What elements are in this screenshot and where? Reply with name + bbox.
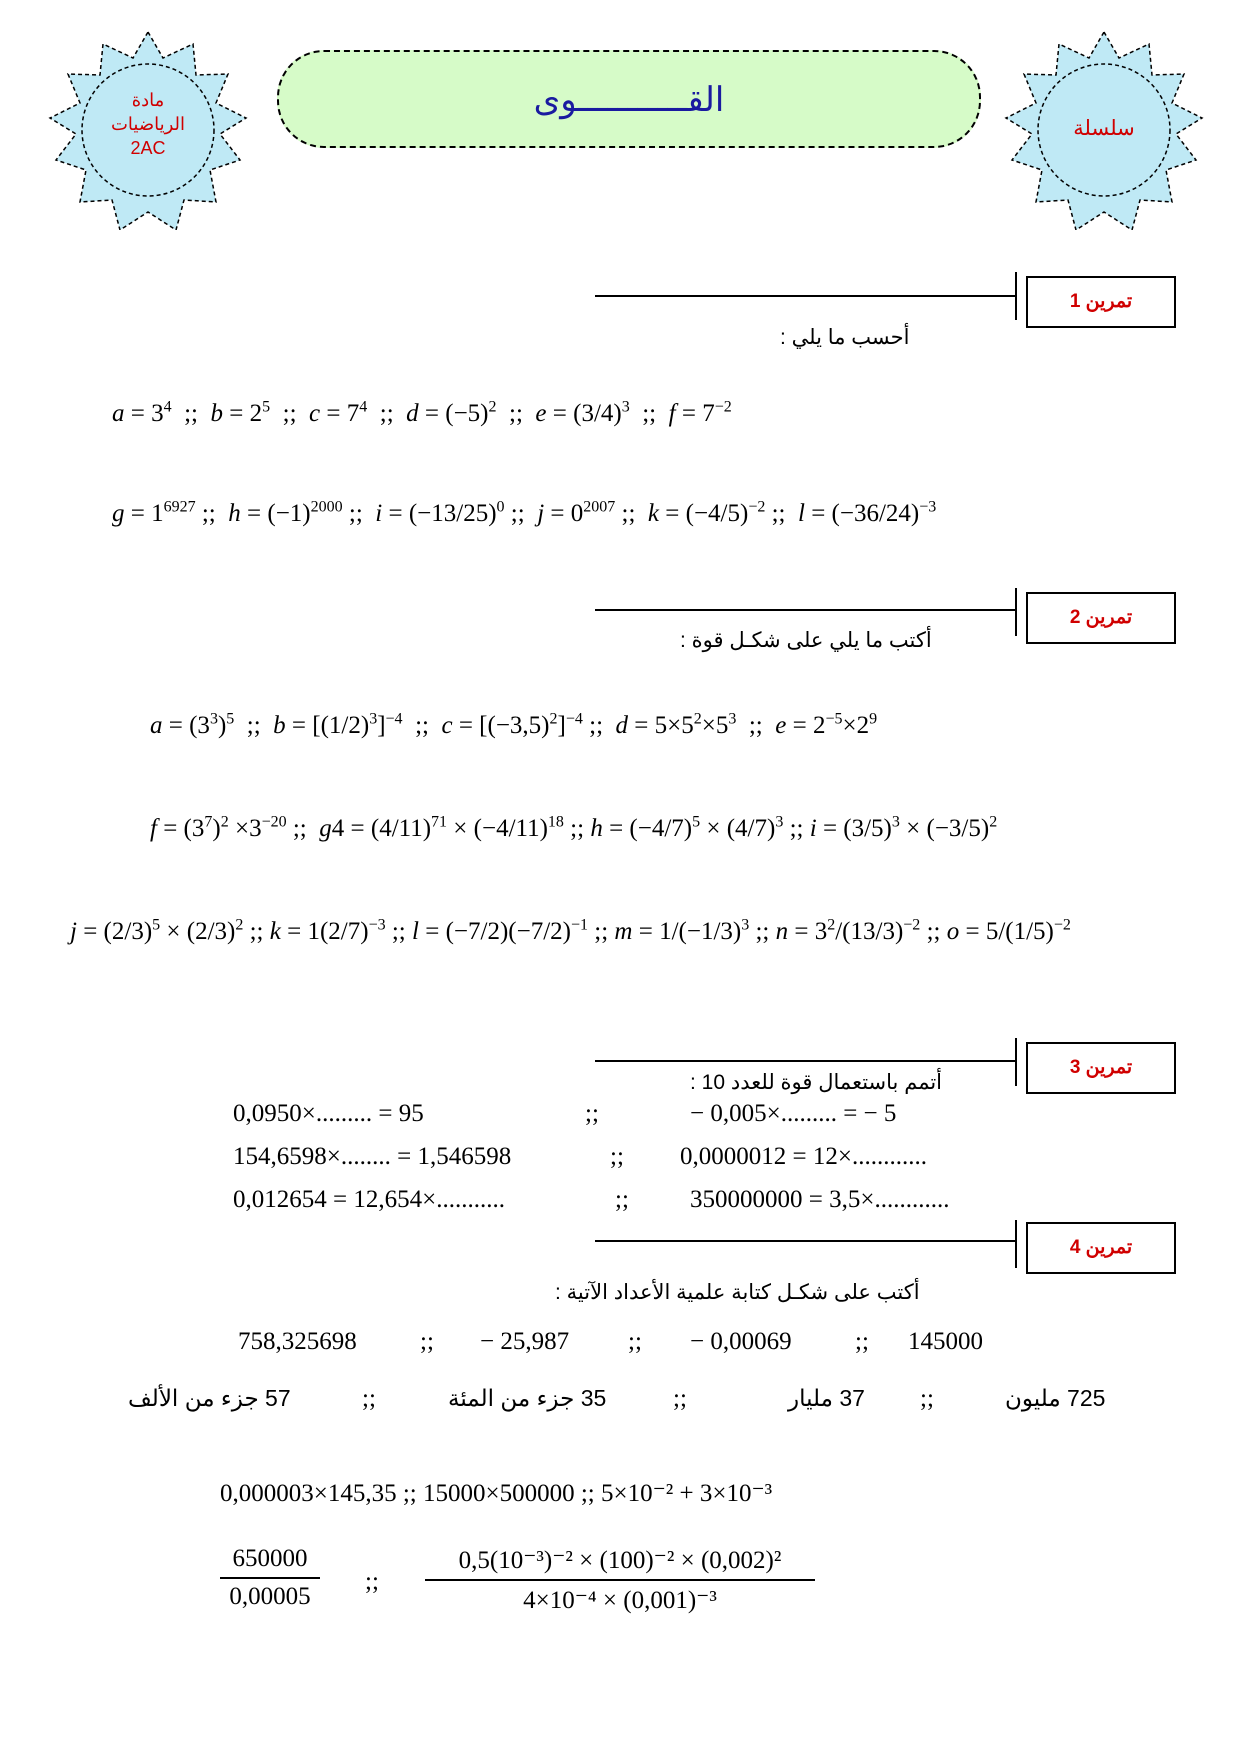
fraction-2-numerator: 0,5(10⁻³)⁻² × (100)⁻² × (0,002)²: [458, 1547, 782, 1574]
exercise-2-line-1: $a = (3^3)^5$ ;; $b = [(1/2)^3]^{-4}$ ;; $c = [(-3,5)^2]^{-4}$ ;; $d = 5\times 5^2\times 5^3$ ;; $e = 2^{-5}\times 2^9$: [150, 710, 878, 739]
exercise-4-sep-3: ;;: [855, 1328, 869, 1355]
exercise-1-label: تمرين 1: [1026, 276, 1176, 328]
exercise-3-row-1-left: 0,0950×......... = 95: [233, 1100, 424, 1127]
exercise-4-word-sep-1: ;;: [920, 1385, 934, 1412]
exercise-3-row-2-right: 0,0000012 = 12×............: [680, 1143, 927, 1170]
exercise-1-tick: [1015, 272, 1017, 320]
exercise-3-tick: [1015, 1038, 1017, 1086]
exercise-3-row-1-sep: ;;: [585, 1100, 599, 1127]
fraction-1-denominator: 0,00005: [229, 1583, 311, 1610]
exercise-3-label: تمرين 3: [1026, 1042, 1176, 1094]
exercise-4-label: تمرين 4: [1026, 1222, 1176, 1274]
exercise-4-sep-2: ;;: [628, 1328, 642, 1355]
exercise-4-fraction-1: [220, 1545, 320, 1611]
exercise-4-fraction-2: [425, 1545, 815, 1615]
page-title: القـــــــــــوى: [533, 81, 725, 119]
exercise-2-line-2: $f = (3^7)^2 \times 3^{-20}$ ;; $g4 = (4/11)^{71} \times (-4/11)^{18}$ ;; $h = (-4/7)^5 \times (4/7)^3$ ;; $i = (3/5)^3 \times (-3/5)^2$: [150, 813, 998, 842]
exercise-4-sep-1: ;;: [420, 1328, 434, 1355]
exercise-3-row-2-sep: ;;: [610, 1143, 624, 1170]
exercise-4-tick: [1015, 1220, 1017, 1268]
exercise-4-word-sep-2: ;;: [673, 1385, 687, 1412]
exercise-4-word-sep-3: ;;: [362, 1385, 376, 1412]
exercise-3-rule: [595, 1060, 1015, 1062]
exercise-4-number-1: 758,325698: [238, 1328, 357, 1355]
exercise-4-fraction-sep: ;;: [365, 1568, 379, 1595]
exercise-3-row-3-left: 0,012654 = 12,654×...........: [233, 1186, 505, 1213]
left-badge-text: [88, 88, 208, 160]
exercise-1-line-1: $a = 3^4$ ;; $b = 2^5$ ;; $c = 7^4$ ;; $d = (-5)^2$ ;; $e = (3/4)^3$ ;; $f = 7^{-2}$: [112, 398, 732, 427]
exercise-3-row-3-right: 350000000 = 3,5×............: [690, 1186, 950, 1213]
exercise-4-word-4: 57 جزء من الألف: [128, 1385, 291, 1411]
exercise-2-rule: [595, 609, 1015, 611]
exercise-4-products: 0,000003×145,35 ;; 15000×500000 ;; 5×10⁻² + 3×10⁻³: [220, 1480, 773, 1507]
exercise-2-tick: [1015, 588, 1017, 636]
exercise-4-word-1: 725 مليون: [1005, 1385, 1106, 1411]
fraction-1-numerator: 650000: [232, 1545, 308, 1572]
exercise-3-row-1-right: − 0,005×......... = − 5: [690, 1100, 897, 1127]
badge-level: 2AC: [130, 138, 166, 158]
exercise-1-line-2: $g = 1^{6927}$ ;; $h = (-1)^{2000}$ ;; $i = (-13/25)^0$ ;; $j = 0^{2007}$ ;; $k = (-4/5)^{-2}$ ;; $l = (-36/24)^{-3}$: [112, 498, 937, 527]
fraction-1-bar: [220, 1577, 320, 1579]
exercise-3-row-2-left: 154,6598×........ = 1,546598: [233, 1143, 512, 1170]
exercise-2-label: تمرين 2: [1026, 592, 1176, 644]
series-label: سلسلة: [1073, 117, 1135, 140]
exercise-1-instruction: أحسب ما يلي :: [780, 326, 910, 349]
title-banner: [277, 50, 981, 148]
exercise-4-word-3: 35 جزء من المئة: [448, 1385, 607, 1411]
exercise-2-line-3: $j = (2/3)^5 \times (2/3)^2$ ;; $k = 1(2/7)^{-3}$ ;; $l = (-7/2)(-7/2)^{-1}$ ;; $m = 1/(-1/3)^3$ ;; $n = 3^2/(13/3)^{-2}$ ;; $o = 5/(1/5)^{-2}$: [70, 916, 1071, 945]
exercise-2-instruction: أكتب ما يلي على شكـل قوة :: [680, 629, 932, 652]
exercise-3-row-3-sep: ;;: [615, 1186, 629, 1213]
exercise-4-instruction: أكتب على شكـل كتابة علمية الأعداد الآتية :: [555, 1281, 920, 1304]
badge-subject-name: الرياضيات: [110, 114, 186, 134]
fraction-2-denominator: 4×10⁻⁴ × (0,001)⁻³: [523, 1587, 717, 1614]
exercise-4-word-2: 37 مليار: [788, 1385, 865, 1411]
exercise-3-instruction: أتمم باستعمال قوة للعدد 10 :: [690, 1071, 943, 1094]
exercise-1-rule: [595, 295, 1015, 297]
exercise-4-number-4: 145000: [908, 1328, 983, 1355]
exercise-4-number-2: − 25,987: [480, 1328, 570, 1355]
exercise-4-rule: [595, 1240, 1015, 1242]
badge-subject: مادة: [131, 90, 165, 110]
fraction-2-bar: [425, 1579, 815, 1581]
exercise-4-number-3: − 0,00069: [690, 1328, 792, 1355]
